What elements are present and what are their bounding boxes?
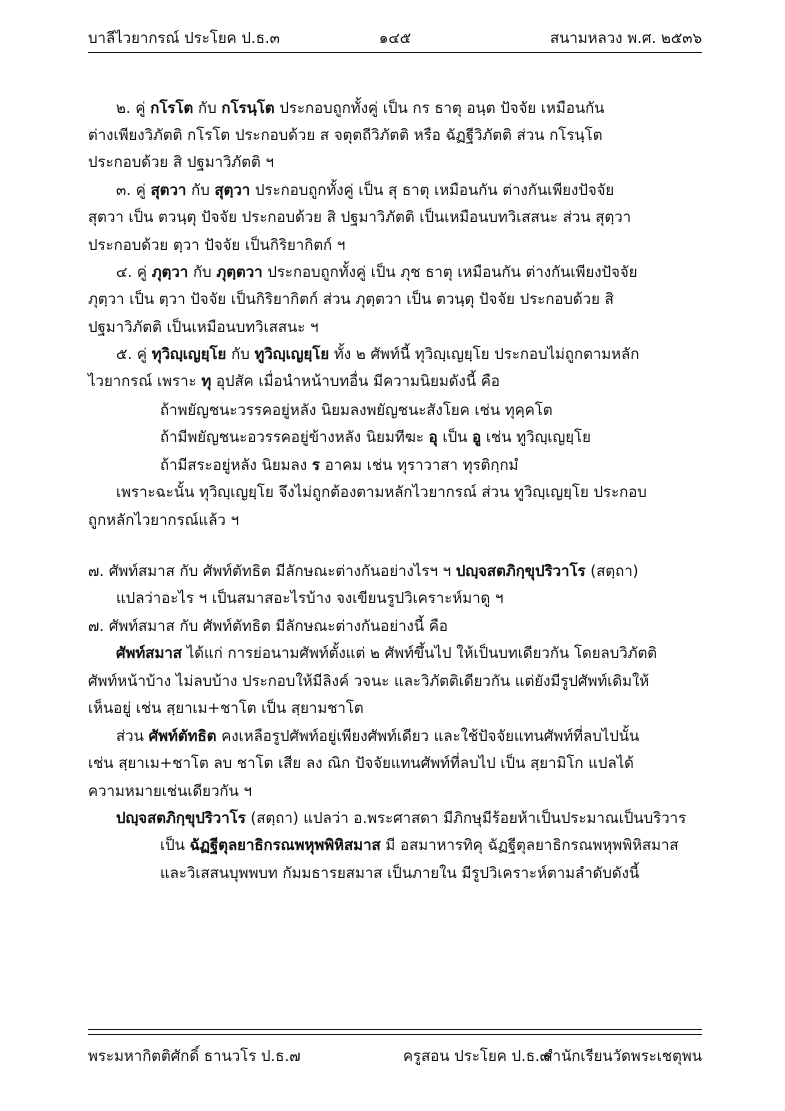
- text-run: แปลว่าอะไร ฯ เป็นสมาสอะไรบ้าง จงเขียนรูปวิเคราะห์มาดู ฯ: [116, 589, 504, 607]
- text-run: (สตฺถา) แปลว่า อ.พระศาสดา มีภิกษุมีร้อยห้าเป็นประมาณเป็นบริวาร: [245, 809, 687, 827]
- text-line: [88, 235, 345, 255]
- bold-term: กโรนฺโต: [221, 99, 275, 117]
- text-line: [116, 344, 639, 364]
- text-line: [160, 455, 518, 475]
- text-run: กับ: [188, 263, 217, 281]
- text-line: [88, 125, 602, 145]
- bold-term: ปญฺจสตภิกฺขุปริวาโร: [116, 809, 246, 827]
- text-line: [116, 643, 657, 663]
- text-line: [88, 371, 500, 391]
- bold-term: ศัพท์สมาส: [116, 644, 182, 662]
- text-line: [116, 180, 614, 200]
- text-line: [88, 152, 274, 172]
- text-run: ไวยากรณ์ เพราะ: [88, 372, 202, 390]
- text-run: ๓. คู่: [116, 181, 151, 199]
- text-run: ส่วน: [116, 727, 149, 745]
- bold-term: ภุตฺวา: [151, 263, 189, 281]
- text-line: [88, 207, 631, 227]
- text-run: คงเหลือรูปศัพท์อยู่เพียงศัพท์เดียว และใช้ปัจจัยแทนศัพท์ที่ลบไปนั้น: [216, 727, 640, 745]
- text-run: เห็นอยู่ เช่น สฺยาเม+ชาโต เป็น สฺยามชาโต: [88, 699, 364, 717]
- text-run: และวิเสสนบุพพบท กัมมธารยสมาส เป็นภายใน มีรูปวิเคราะห์ตามลำดับดังนี้: [160, 864, 640, 882]
- text-run: มี อสมาหารทิคุ ฉัฏฐีตุลยาธิกรณพหุพพิหิสมาส: [380, 836, 679, 854]
- text-line: [88, 781, 252, 801]
- text-run: ความหมายเช่นเดียวกัน ฯ: [88, 782, 252, 800]
- footer-rule-bottom: [88, 1034, 702, 1035]
- text-run: เช่น สฺยาเม+ชาโต ลบ ชาโต เสีย ลง ณิก ปัจจัยแทนศัพท์ที่ลบไป เป็น สฺยามิโก แปลได้: [88, 754, 634, 772]
- text-run: เป็น: [160, 836, 190, 854]
- text-run: ประกอบถูกทั้งคู่ เป็น สุ ธาตุ เหมือนกัน ต่างกันเพียงปัจจัย: [250, 181, 615, 199]
- bold-term: ฉัฏฐีตุลยาธิกรณพหุพพิหิสมาส: [189, 836, 381, 854]
- text-run: ๗. ศัพท์สมาส กับ ศัพท์ตัทธิต มีลักษณะต่างกันอย่างนี้ คือ: [88, 617, 448, 635]
- text-line: [116, 98, 604, 118]
- text-run: เพราะฉะนั้น ทุวิญฺเญยฺโย จึงไม่ถูกต้องตามหลักไวยากรณ์ ส่วน ทูวิญฺเญยฺโย ประกอบ: [116, 483, 647, 501]
- header-exam: สนามหลวง พ.ศ. ๒๕๓๖: [549, 29, 702, 47]
- bold-term: อู: [472, 428, 482, 446]
- text-line: [88, 510, 239, 530]
- text-run: อาคม เช่น ทุราวาสา ทุรติกฺกมํ: [319, 456, 519, 474]
- text-run: (สตฺถา): [585, 562, 639, 580]
- text-run: ประกอบด้วย ตฺวา ปัจจัย เป็นกิริยากิตก์ ฯ: [88, 236, 346, 254]
- footer-school: สำนักเรียนวัดพระเชตุพน: [543, 1047, 702, 1065]
- text-line: [88, 616, 448, 636]
- text-run: ถ้าพยัญชนะวรรคอยู่หลัง นิยมลงพยัญชนะสังโยค เช่น ทุคฺคโต: [160, 401, 553, 419]
- text-line: [160, 835, 679, 855]
- footer-rule-top: [88, 1029, 702, 1030]
- text-run: ศัพท์หน้าบ้าง ไม่ลบบ้าง ประกอบให้มีลิงค์ วจนะ และวิภัตติเดียวกัน แต่ยังมีรูปศัพท์เดิมให้: [88, 672, 650, 690]
- bold-term: สุตฺวา: [214, 181, 251, 199]
- text-run: ภุตฺวา เป็น ตฺวา ปัจจัย เป็นกิริยากิตก์ ส่วน ภุตฺตวา เป็น ตวนฺตุ ปัจจัย ประกอบด้วย สิ: [88, 290, 614, 308]
- text-run: ถูกหลักไวยากรณ์แล้ว ฯ: [88, 511, 240, 529]
- bold-term: อุ: [428, 428, 438, 446]
- text-run: เช่น ทูวิญฺเญยฺโย: [481, 428, 591, 446]
- header-rule: [88, 52, 702, 53]
- text-line: [88, 561, 638, 581]
- text-line: [160, 427, 591, 447]
- text-run: ต่างเพียงวิภัตติ กโรโต ประกอบด้วย ส จตุตถีวิภัตติ หรือ ฉัฏฐีวิภัตติ ส่วน กโรนฺโต: [88, 126, 603, 144]
- text-line: [88, 671, 649, 691]
- bold-term: สุตวา: [150, 181, 187, 199]
- text-run: ทั้ง ๒ ศัพท์นี้ ทุวิญฺเญยฺโย ประกอบไม่ถูกตามหลัก: [329, 345, 640, 363]
- text-run: กับ: [193, 99, 222, 117]
- text-run: ประกอบถูกทั้งคู่ เป็น กร ธาตุ อนฺต ปัจจัย เหมือนกัน: [274, 99, 605, 117]
- bold-term: กโรโต: [150, 99, 194, 117]
- text-run: เป็น: [437, 428, 473, 446]
- text-run: ๗. ศัพท์สมาส กับ ศัพท์ตัทธิต มีลักษณะต่างกันอย่างไรฯ ฯ: [88, 562, 456, 580]
- page-footer: [88, 1044, 702, 1068]
- text-run: ถ้ามีพยัญชนะอวรรคอยู่ข้างหลัง นิยมทีฆะ: [160, 428, 429, 446]
- text-run: กับ: [226, 345, 255, 363]
- bold-term: ทุวิญฺเญยฺโย: [151, 345, 227, 363]
- bold-term: ทุ: [201, 372, 212, 390]
- bold-term: ปญฺจสตภิกฺขุปริวาโร: [455, 562, 586, 580]
- text-run: ถ้ามีสระอยู่หลัง นิยมลง: [160, 456, 312, 474]
- text-line: [116, 482, 647, 502]
- bold-term: ศัพท์ตัทธิต: [148, 727, 217, 745]
- text-line: [88, 317, 319, 337]
- text-run: ได้แก่ การย่อนามศัพท์ตั้งแต่ ๒ ศัพท์ขึ้นไป ให้เป็นบทเดียวกัน โดยลบวิภัตติ: [181, 644, 658, 662]
- footer-author: พระมหากิตติศักดิ์ ธานวโร ป.ธ.๗: [88, 1047, 301, 1065]
- page-number: ๑๔๕: [378, 29, 412, 47]
- header-title: บาลีไวยากรณ์ ประโยค ป.ธ.๓: [88, 29, 280, 47]
- text-run: อุปสัค เมื่อนำหน้าบทอื่น มีความนิยมดังนี้ คือ: [211, 372, 500, 390]
- text-run: ๕. คู่: [116, 345, 152, 363]
- text-line: [116, 262, 637, 282]
- text-run: ประกอบด้วย สิ ปฐมาวิภัตติ ฯ: [88, 153, 274, 171]
- text-line: [116, 808, 686, 828]
- text-run: ๒. คู่: [116, 99, 151, 117]
- text-line: [88, 289, 614, 309]
- text-run: ประกอบถูกทั้งคู่ เป็น ภุช ธาตุ เหมือนกัน ต่างกันเพียงปัจจัย: [262, 263, 638, 281]
- text-line: [116, 588, 503, 608]
- text-run: ปฐมาวิภัตติ เป็นเหมือนบทวิเสสนะ ฯ: [88, 318, 319, 336]
- text-run: ๔. คู่: [116, 263, 152, 281]
- footer-teacher: ครูสอน ประโยค ป.ธ.๓: [403, 1047, 551, 1065]
- bold-term: ภุตฺตวา: [216, 263, 263, 281]
- text-run: สุตวา เป็น ตวนฺตุ ปัจจัย ประกอบด้วย สิ ปฐมาวิภัตติ เป็นเหมือนบทวิเสสนะ ส่วน สุตฺวา: [88, 208, 632, 226]
- text-run: กับ: [186, 181, 215, 199]
- text-line: [88, 698, 364, 718]
- text-line: [88, 753, 634, 773]
- page-header: [88, 26, 702, 50]
- text-line: [116, 726, 639, 746]
- bold-term: ทูวิญฺเญยฺโย: [254, 345, 330, 363]
- bold-term: ร: [311, 456, 320, 474]
- text-line: [160, 400, 553, 420]
- text-line: [160, 863, 639, 883]
